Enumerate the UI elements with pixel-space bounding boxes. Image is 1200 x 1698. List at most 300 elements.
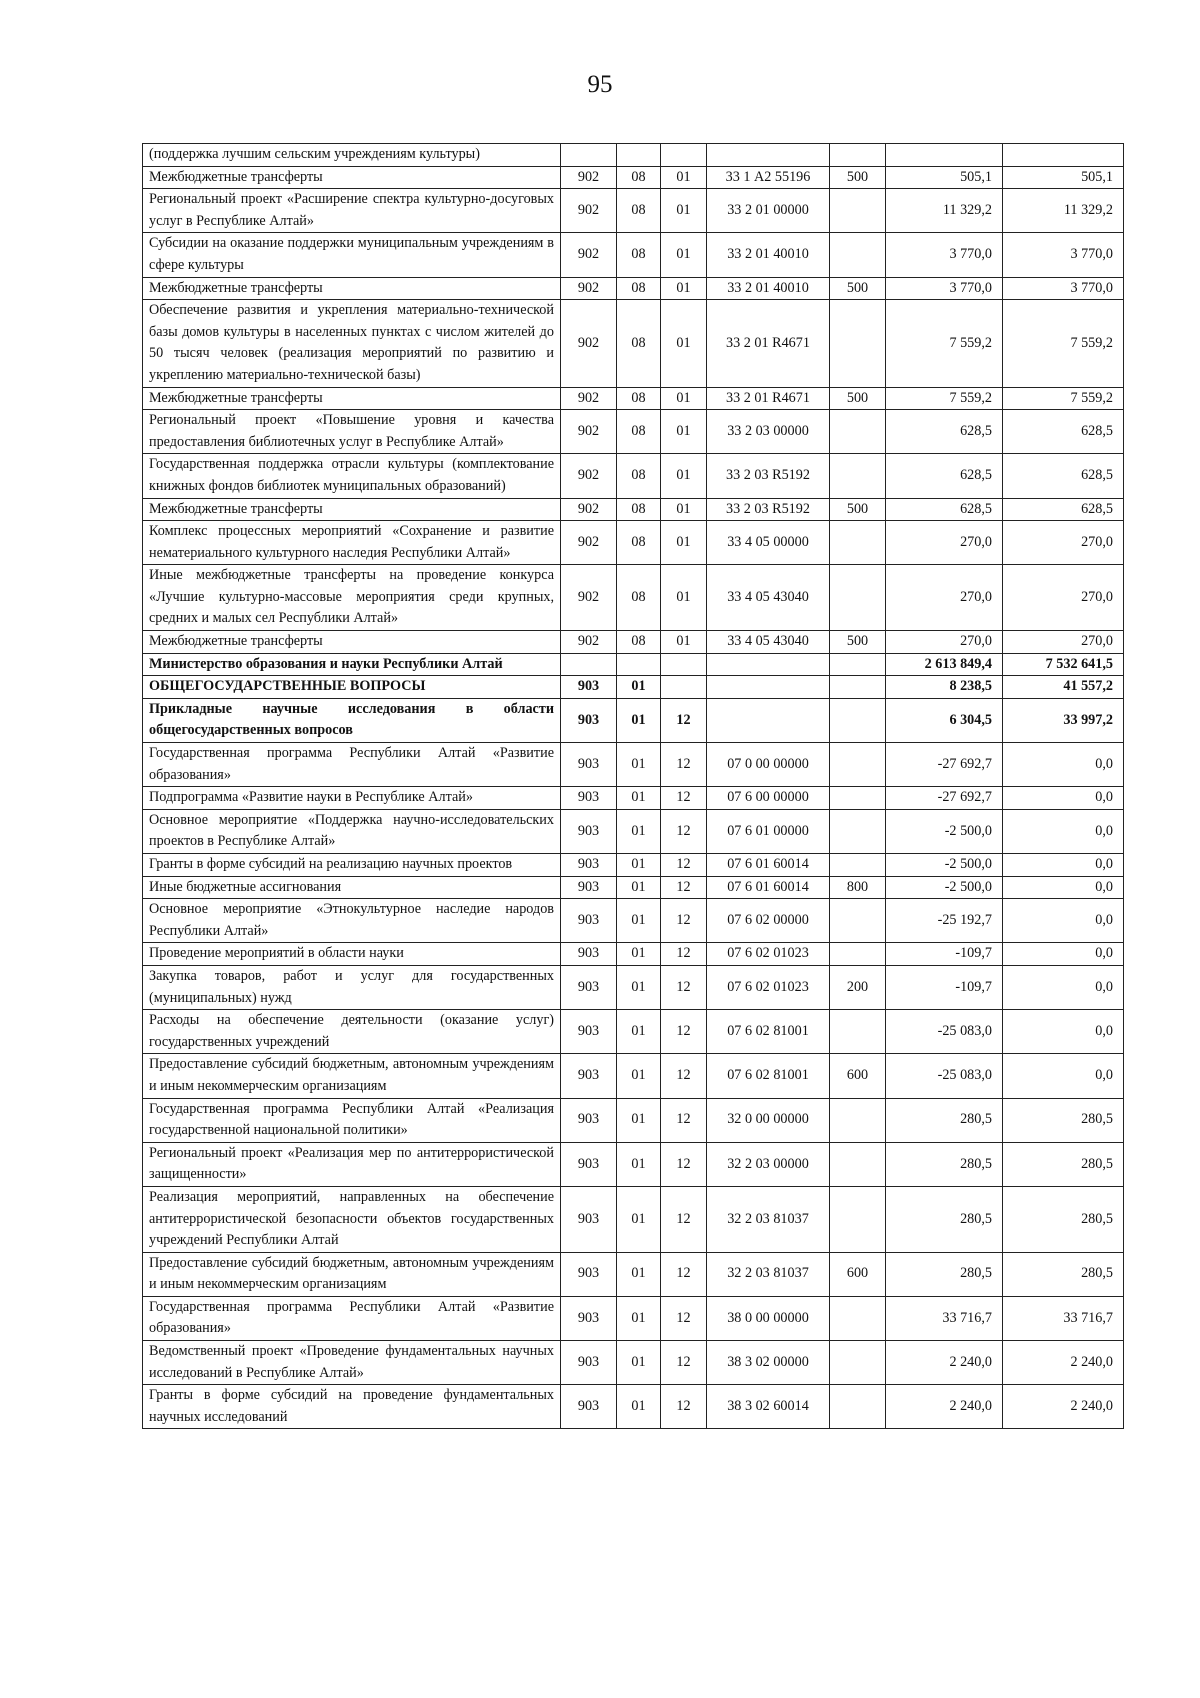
cell-section-code: 01 <box>617 1142 661 1186</box>
cell-ministry-code: 903 <box>561 809 617 853</box>
cell-section-code: 01 <box>617 809 661 853</box>
cell-amount-2: 280,5 <box>1003 1252 1124 1296</box>
cell-ministry-code: 903 <box>561 1385 617 1429</box>
cell-target-article: 32 2 03 81037 <box>707 1252 830 1296</box>
cell-subsection-code <box>661 653 707 676</box>
cell-amount-2: 3 770,0 <box>1003 277 1124 300</box>
cell-subsection-code: 12 <box>661 1098 707 1142</box>
cell-expense-type: 500 <box>830 277 886 300</box>
cell-target-article: 33 4 05 43040 <box>707 565 830 631</box>
cell-section-code: 01 <box>617 943 661 966</box>
cell-amount-2: 33 716,7 <box>1003 1296 1124 1340</box>
cell-subsection-code: 12 <box>661 743 707 787</box>
cell-amount-1: 3 770,0 <box>886 277 1003 300</box>
cell-amount-2: 33 997,2 <box>1003 698 1124 742</box>
cell-amount-2: 7 559,2 <box>1003 300 1124 387</box>
cell-subsection-code: 12 <box>661 809 707 853</box>
table-row <box>143 631 1124 654</box>
table-row <box>143 1054 1124 1098</box>
cell-amount-1: 6 304,5 <box>886 698 1003 742</box>
cell-section-code: 01 <box>617 854 661 877</box>
cell-target-article <box>707 653 830 676</box>
table-row <box>143 899 1124 943</box>
cell-target-article: 07 6 02 81001 <box>707 1010 830 1054</box>
cell-amount-2: 7 559,2 <box>1003 387 1124 410</box>
cell-amount-1 <box>886 144 1003 167</box>
cell-amount-1: 8 238,5 <box>886 676 1003 699</box>
table-row <box>143 1341 1124 1385</box>
table-row <box>143 144 1124 167</box>
table-row <box>143 387 1124 410</box>
cell-target-article <box>707 698 830 742</box>
cell-subsection-code: 12 <box>661 1054 707 1098</box>
cell-name: Гранты в форме субсидий на проведение фундаментальных научных исследований <box>143 1385 561 1429</box>
cell-subsection-code: 01 <box>661 565 707 631</box>
cell-subsection-code: 01 <box>661 387 707 410</box>
cell-amount-2: 2 240,0 <box>1003 1385 1124 1429</box>
cell-name: Расходы на обеспечение деятельности (оказание услуг) государственных учреждений <box>143 1010 561 1054</box>
cell-section-code: 01 <box>617 1186 661 1252</box>
cell-ministry-code <box>561 653 617 676</box>
cell-target-article: 38 3 02 60014 <box>707 1385 830 1429</box>
cell-expense-type <box>830 787 886 810</box>
table-row <box>143 1098 1124 1142</box>
cell-target-article: 33 2 01 40010 <box>707 233 830 277</box>
cell-ministry-code: 903 <box>561 899 617 943</box>
cell-name: Ведомственный проект «Проведение фундаментальных научных исследований в Республике Алтай» <box>143 1341 561 1385</box>
cell-expense-type: 500 <box>830 166 886 189</box>
table-row <box>143 1142 1124 1186</box>
cell-section-code: 01 <box>617 698 661 742</box>
cell-subsection-code: 12 <box>661 943 707 966</box>
cell-name: Предоставление субсидий бюджетным, автономным учреждениям и иным некоммерческим организациям <box>143 1252 561 1296</box>
cell-ministry-code: 902 <box>561 166 617 189</box>
cell-expense-type <box>830 1296 886 1340</box>
cell-ministry-code: 902 <box>561 410 617 454</box>
cell-target-article: 07 6 02 00000 <box>707 899 830 943</box>
cell-name: Государственная программа Республики Алтай «Развитие образования» <box>143 743 561 787</box>
cell-amount-1: 628,5 <box>886 410 1003 454</box>
cell-amount-2: 2 240,0 <box>1003 1341 1124 1385</box>
table-row <box>143 189 1124 233</box>
cell-name: ОБЩЕГОСУДАРСТВЕННЫЕ ВОПРОСЫ <box>143 676 561 699</box>
cell-name: Обеспечение развития и укрепления материально-технической базы домов культуры в населенных пунктах с числом жителей до 50 тысяч человек (реализация мероприятий по развитию и укреплению материально-технической базы) <box>143 300 561 387</box>
cell-section-code: 01 <box>617 1098 661 1142</box>
cell-target-article: 33 2 03 R5192 <box>707 454 830 498</box>
cell-ministry-code: 902 <box>561 300 617 387</box>
cell-name: Региональный проект «Расширение спектра культурно-досуговых услуг в Республике Алтай» <box>143 189 561 233</box>
cell-target-article: 33 2 01 R4671 <box>707 387 830 410</box>
cell-name: Предоставление субсидий бюджетным, автономным учреждениям и иным некоммерческим организациям <box>143 1054 561 1098</box>
cell-target-article: 07 6 02 81001 <box>707 1054 830 1098</box>
cell-name: Комплекс процессных мероприятий «Сохранение и развитие нематериального культурного наследия Республики Алтай» <box>143 521 561 565</box>
cell-expense-type: 600 <box>830 1252 886 1296</box>
cell-ministry-code: 903 <box>561 743 617 787</box>
cell-section-code: 01 <box>617 1341 661 1385</box>
cell-ministry-code: 902 <box>561 631 617 654</box>
cell-section-code: 01 <box>617 876 661 899</box>
table-row <box>143 166 1124 189</box>
cell-ministry-code: 903 <box>561 876 617 899</box>
cell-target-article: 07 6 01 00000 <box>707 809 830 853</box>
cell-expense-type <box>830 854 886 877</box>
cell-ministry-code: 903 <box>561 1098 617 1142</box>
cell-ministry-code: 903 <box>561 1252 617 1296</box>
cell-amount-2 <box>1003 144 1124 167</box>
cell-target-article: 38 3 02 00000 <box>707 1341 830 1385</box>
cell-amount-2: 0,0 <box>1003 876 1124 899</box>
cell-amount-2: 505,1 <box>1003 166 1124 189</box>
cell-amount-2: 0,0 <box>1003 854 1124 877</box>
cell-ministry-code: 903 <box>561 676 617 699</box>
cell-ministry-code: 903 <box>561 787 617 810</box>
cell-ministry-code: 902 <box>561 277 617 300</box>
cell-section-code: 08 <box>617 277 661 300</box>
cell-amount-2: 11 329,2 <box>1003 189 1124 233</box>
table-row <box>143 809 1124 853</box>
cell-amount-1: -25 192,7 <box>886 899 1003 943</box>
cell-name: Межбюджетные трансферты <box>143 277 561 300</box>
cell-name: Субсидии на оказание поддержки муниципальным учреждениям в сфере культуры <box>143 233 561 277</box>
cell-expense-type: 800 <box>830 876 886 899</box>
cell-expense-type <box>830 410 886 454</box>
cell-amount-1: -25 083,0 <box>886 1054 1003 1098</box>
cell-ministry-code: 902 <box>561 565 617 631</box>
cell-subsection-code: 12 <box>661 1010 707 1054</box>
cell-amount-1: -109,7 <box>886 965 1003 1009</box>
table-row <box>143 676 1124 699</box>
cell-name: Иные межбюджетные трансферты на проведение конкурса «Лучшие культурно-массовые мероприятия среди крупных, средних и малых сел Республики Алтай» <box>143 565 561 631</box>
cell-expense-type <box>830 899 886 943</box>
cell-amount-1: -2 500,0 <box>886 854 1003 877</box>
cell-expense-type: 500 <box>830 498 886 521</box>
cell-section-code: 01 <box>617 899 661 943</box>
cell-section-code <box>617 653 661 676</box>
cell-expense-type <box>830 1385 886 1429</box>
cell-section-code: 08 <box>617 300 661 387</box>
cell-section-code: 08 <box>617 233 661 277</box>
cell-name: Межбюджетные трансферты <box>143 631 561 654</box>
cell-amount-1: 2 240,0 <box>886 1341 1003 1385</box>
table-row <box>143 233 1124 277</box>
cell-expense-type <box>830 1010 886 1054</box>
cell-section-code: 01 <box>617 676 661 699</box>
cell-subsection-code: 12 <box>661 899 707 943</box>
table-row <box>143 300 1124 387</box>
cell-amount-2: 41 557,2 <box>1003 676 1124 699</box>
cell-section-code: 08 <box>617 498 661 521</box>
cell-subsection-code: 01 <box>661 300 707 387</box>
table-row <box>143 854 1124 877</box>
cell-amount-2: 628,5 <box>1003 410 1124 454</box>
cell-target-article: 07 6 01 60014 <box>707 876 830 899</box>
cell-name: Основное мероприятие «Поддержка научно-исследовательских проектов в Республике Алтай» <box>143 809 561 853</box>
cell-subsection-code: 01 <box>661 521 707 565</box>
cell-amount-1: 280,5 <box>886 1186 1003 1252</box>
cell-expense-type <box>830 1341 886 1385</box>
cell-ministry-code: 903 <box>561 943 617 966</box>
cell-amount-2: 0,0 <box>1003 1010 1124 1054</box>
cell-amount-1: 280,5 <box>886 1252 1003 1296</box>
cell-name: Межбюджетные трансферты <box>143 166 561 189</box>
table-row <box>143 1385 1124 1429</box>
cell-amount-1: 3 770,0 <box>886 233 1003 277</box>
cell-name: Государственная программа Республики Алтай «Развитие образования» <box>143 1296 561 1340</box>
cell-ministry-code: 903 <box>561 1010 617 1054</box>
cell-expense-type <box>830 698 886 742</box>
cell-expense-type <box>830 189 886 233</box>
cell-ministry-code: 902 <box>561 498 617 521</box>
cell-ministry-code: 902 <box>561 189 617 233</box>
cell-subsection-code: 12 <box>661 1186 707 1252</box>
cell-amount-2: 0,0 <box>1003 943 1124 966</box>
cell-name: Межбюджетные трансферты <box>143 387 561 410</box>
table-row <box>143 277 1124 300</box>
cell-amount-1: 270,0 <box>886 521 1003 565</box>
cell-amount-1: -109,7 <box>886 943 1003 966</box>
cell-name: (поддержка лучшим сельским учреждениям культуры) <box>143 144 561 167</box>
cell-section-code <box>617 144 661 167</box>
cell-amount-2: 628,5 <box>1003 454 1124 498</box>
cell-expense-type <box>830 653 886 676</box>
table-row <box>143 1186 1124 1252</box>
cell-ministry-code: 902 <box>561 521 617 565</box>
cell-target-article: 33 2 01 00000 <box>707 189 830 233</box>
cell-expense-type <box>830 233 886 277</box>
cell-section-code: 08 <box>617 521 661 565</box>
table-row <box>143 943 1124 966</box>
cell-amount-1: 33 716,7 <box>886 1296 1003 1340</box>
cell-target-article: 33 2 01 R4671 <box>707 300 830 387</box>
cell-amount-2: 0,0 <box>1003 965 1124 1009</box>
cell-expense-type: 600 <box>830 1054 886 1098</box>
budget-table <box>142 143 1124 1429</box>
cell-ministry-code: 903 <box>561 1142 617 1186</box>
cell-subsection-code: 01 <box>661 631 707 654</box>
cell-name: Региональный проект «Повышение уровня и качества предоставления библиотечных услуг в Республике Алтай» <box>143 410 561 454</box>
cell-amount-1: 7 559,2 <box>886 300 1003 387</box>
budget-table-body <box>143 144 1124 1429</box>
cell-amount-2: 628,5 <box>1003 498 1124 521</box>
cell-expense-type <box>830 521 886 565</box>
cell-target-article: 07 6 02 01023 <box>707 943 830 966</box>
cell-amount-2: 3 770,0 <box>1003 233 1124 277</box>
cell-amount-1: 2 613 849,4 <box>886 653 1003 676</box>
cell-amount-1: 7 559,2 <box>886 387 1003 410</box>
cell-target-article: 33 2 03 00000 <box>707 410 830 454</box>
cell-expense-type <box>830 300 886 387</box>
cell-target-article: 33 2 01 40010 <box>707 277 830 300</box>
cell-subsection-code: 01 <box>661 277 707 300</box>
cell-amount-1: 280,5 <box>886 1142 1003 1186</box>
cell-section-code: 01 <box>617 787 661 810</box>
cell-name: Гранты в форме субсидий на реализацию научных проектов <box>143 854 561 877</box>
cell-expense-type <box>830 565 886 631</box>
cell-name: Закупка товаров, работ и услуг для государственных (муниципальных) нужд <box>143 965 561 1009</box>
cell-subsection-code <box>661 676 707 699</box>
cell-amount-1: -2 500,0 <box>886 876 1003 899</box>
table-row <box>143 1296 1124 1340</box>
cell-section-code: 08 <box>617 454 661 498</box>
page-number: 95 <box>587 71 613 98</box>
cell-section-code: 01 <box>617 1385 661 1429</box>
cell-expense-type <box>830 743 886 787</box>
cell-subsection-code: 12 <box>661 1296 707 1340</box>
table-row <box>143 1252 1124 1296</box>
cell-expense-type <box>830 809 886 853</box>
cell-amount-1: 270,0 <box>886 631 1003 654</box>
cell-target-article: 32 0 00 00000 <box>707 1098 830 1142</box>
cell-target-article: 33 4 05 43040 <box>707 631 830 654</box>
cell-target-article: 07 6 02 01023 <box>707 965 830 1009</box>
cell-target-article: 07 6 00 00000 <box>707 787 830 810</box>
table-row <box>143 521 1124 565</box>
cell-name: Основное мероприятие «Этнокультурное наследие народов Республики Алтай» <box>143 899 561 943</box>
cell-target-article: 33 4 05 00000 <box>707 521 830 565</box>
cell-subsection-code: 01 <box>661 189 707 233</box>
cell-ministry-code <box>561 144 617 167</box>
cell-section-code: 08 <box>617 189 661 233</box>
table-row <box>143 410 1124 454</box>
cell-subsection-code: 12 <box>661 1252 707 1296</box>
cell-target-article: 33 1 А2 55196 <box>707 166 830 189</box>
table-row <box>143 698 1124 742</box>
cell-amount-1: -2 500,0 <box>886 809 1003 853</box>
cell-name: Министерство образования и науки Республики Алтай <box>143 653 561 676</box>
cell-name: Межбюджетные трансферты <box>143 498 561 521</box>
cell-name: Прикладные научные исследования в области общегосударственных вопросов <box>143 698 561 742</box>
cell-name: Государственная поддержка отрасли культуры (комплектование книжных фондов библиотек муниципальных образований) <box>143 454 561 498</box>
cell-ministry-code: 903 <box>561 1054 617 1098</box>
cell-subsection-code: 12 <box>661 1385 707 1429</box>
cell-amount-2: 0,0 <box>1003 787 1124 810</box>
cell-subsection-code: 12 <box>661 787 707 810</box>
cell-target-article: 07 0 00 00000 <box>707 743 830 787</box>
cell-subsection-code <box>661 144 707 167</box>
cell-ministry-code: 903 <box>561 1341 617 1385</box>
cell-target-article <box>707 144 830 167</box>
table-row <box>143 498 1124 521</box>
cell-subsection-code: 12 <box>661 876 707 899</box>
cell-expense-type <box>830 144 886 167</box>
cell-subsection-code: 12 <box>661 854 707 877</box>
cell-amount-2: 270,0 <box>1003 521 1124 565</box>
cell-subsection-code: 12 <box>661 1142 707 1186</box>
cell-section-code: 08 <box>617 631 661 654</box>
cell-section-code: 01 <box>617 965 661 1009</box>
cell-amount-1: 280,5 <box>886 1098 1003 1142</box>
cell-section-code: 01 <box>617 1296 661 1340</box>
cell-name: Проведение мероприятий в области науки <box>143 943 561 966</box>
table-row <box>143 965 1124 1009</box>
table-row <box>143 787 1124 810</box>
cell-amount-1: -27 692,7 <box>886 787 1003 810</box>
cell-subsection-code: 01 <box>661 498 707 521</box>
table-row <box>143 1010 1124 1054</box>
cell-section-code: 08 <box>617 410 661 454</box>
cell-ministry-code: 902 <box>561 454 617 498</box>
cell-section-code: 08 <box>617 565 661 631</box>
table-row <box>143 565 1124 631</box>
cell-amount-1: 628,5 <box>886 454 1003 498</box>
cell-section-code: 01 <box>617 1252 661 1296</box>
cell-expense-type: 500 <box>830 387 886 410</box>
cell-amount-1: 270,0 <box>886 565 1003 631</box>
cell-expense-type <box>830 1186 886 1252</box>
cell-subsection-code: 01 <box>661 410 707 454</box>
table-row <box>143 876 1124 899</box>
cell-amount-2: 7 532 641,5 <box>1003 653 1124 676</box>
cell-subsection-code: 01 <box>661 166 707 189</box>
cell-section-code: 08 <box>617 166 661 189</box>
cell-name: Государственная программа Республики Алтай «Реализация государственной национальной политики» <box>143 1098 561 1142</box>
cell-target-article: 38 0 00 00000 <box>707 1296 830 1340</box>
cell-amount-2: 0,0 <box>1003 809 1124 853</box>
cell-ministry-code: 903 <box>561 965 617 1009</box>
cell-subsection-code: 12 <box>661 1341 707 1385</box>
cell-ministry-code: 902 <box>561 387 617 410</box>
cell-amount-2: 280,5 <box>1003 1098 1124 1142</box>
cell-expense-type <box>830 1142 886 1186</box>
cell-target-article: 33 2 03 R5192 <box>707 498 830 521</box>
cell-ministry-code: 902 <box>561 233 617 277</box>
cell-amount-2: 0,0 <box>1003 1054 1124 1098</box>
cell-ministry-code: 903 <box>561 1186 617 1252</box>
cell-amount-1: -27 692,7 <box>886 743 1003 787</box>
cell-amount-2: 280,5 <box>1003 1186 1124 1252</box>
cell-ministry-code: 903 <box>561 854 617 877</box>
cell-amount-2: 270,0 <box>1003 631 1124 654</box>
cell-section-code: 01 <box>617 1010 661 1054</box>
cell-section-code: 01 <box>617 743 661 787</box>
cell-name: Реализация мероприятий, направленных на обеспечение антитеррористической безопасности объектов государственных учреждений Республики Алтай <box>143 1186 561 1252</box>
cell-ministry-code: 903 <box>561 1296 617 1340</box>
cell-subsection-code: 12 <box>661 698 707 742</box>
cell-section-code: 01 <box>617 1054 661 1098</box>
cell-expense-type: 200 <box>830 965 886 1009</box>
cell-expense-type: 500 <box>830 631 886 654</box>
cell-expense-type <box>830 943 886 966</box>
cell-amount-2: 0,0 <box>1003 743 1124 787</box>
cell-amount-1: 505,1 <box>886 166 1003 189</box>
cell-ministry-code: 903 <box>561 698 617 742</box>
cell-amount-1: 11 329,2 <box>886 189 1003 233</box>
cell-target-article: 32 2 03 81037 <box>707 1186 830 1252</box>
cell-amount-1: -25 083,0 <box>886 1010 1003 1054</box>
cell-amount-1: 2 240,0 <box>886 1385 1003 1429</box>
cell-amount-2: 0,0 <box>1003 899 1124 943</box>
cell-name: Иные бюджетные ассигнования <box>143 876 561 899</box>
cell-section-code: 08 <box>617 387 661 410</box>
cell-expense-type <box>830 1098 886 1142</box>
cell-subsection-code: 01 <box>661 233 707 277</box>
cell-subsection-code: 01 <box>661 454 707 498</box>
cell-name: Подпрограмма «Развитие науки в Республике Алтай» <box>143 787 561 810</box>
cell-expense-type <box>830 454 886 498</box>
table-row <box>143 653 1124 676</box>
cell-amount-2: 270,0 <box>1003 565 1124 631</box>
cell-subsection-code: 12 <box>661 965 707 1009</box>
table-row <box>143 743 1124 787</box>
cell-target-article: 32 2 03 00000 <box>707 1142 830 1186</box>
table-row <box>143 454 1124 498</box>
cell-name: Региональный проект «Реализация мер по антитеррористической защищенности» <box>143 1142 561 1186</box>
cell-target-article: 07 6 01 60014 <box>707 854 830 877</box>
cell-amount-1: 628,5 <box>886 498 1003 521</box>
cell-expense-type <box>830 676 886 699</box>
cell-amount-2: 280,5 <box>1003 1142 1124 1186</box>
cell-target-article <box>707 676 830 699</box>
